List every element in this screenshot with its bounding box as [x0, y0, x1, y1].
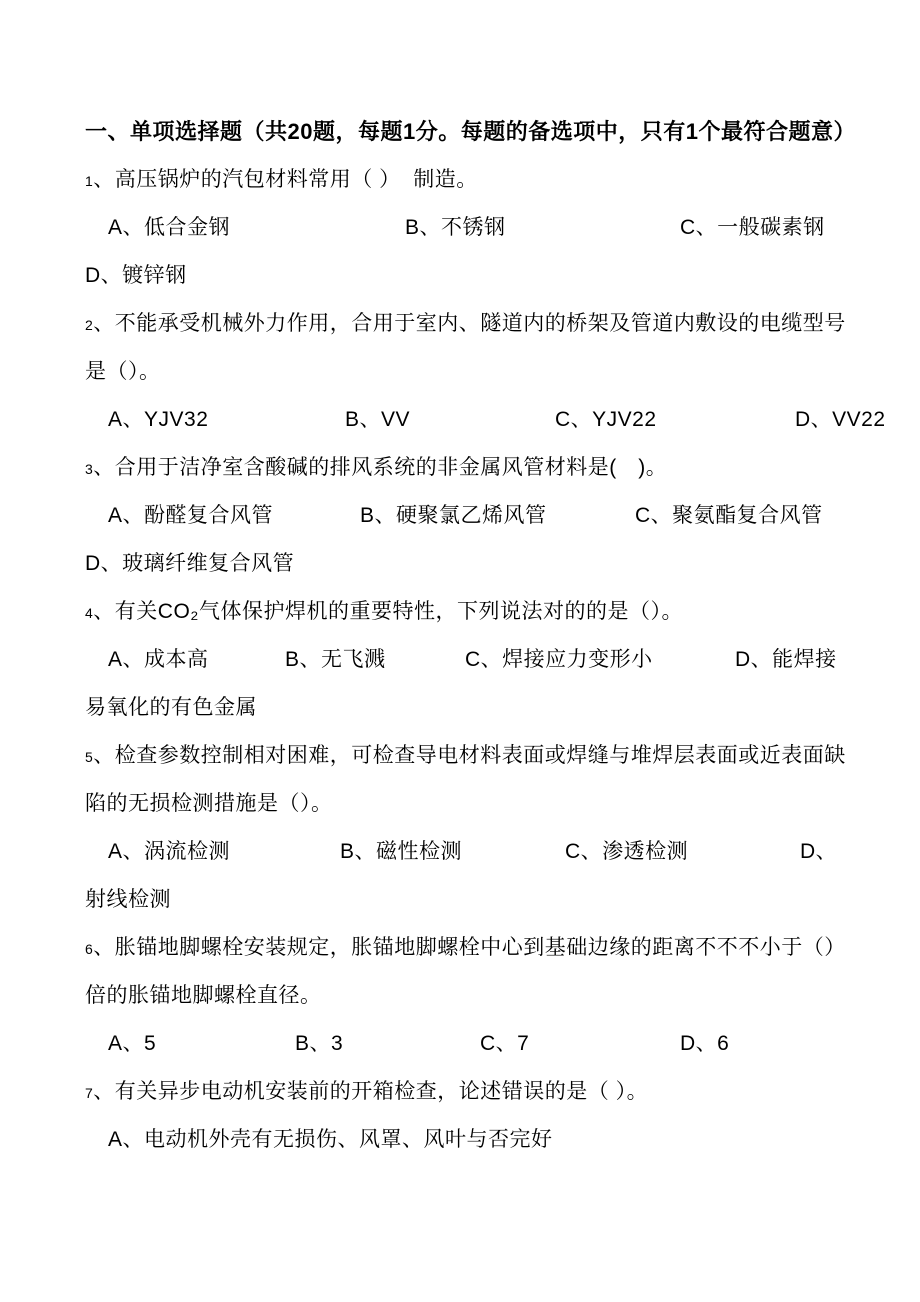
option-a: A、涡流检测	[108, 840, 231, 863]
option-b: B、3	[295, 1032, 344, 1055]
question-5-continuation: 陷的无损检测措施是（）。	[85, 792, 333, 815]
question-7-number: 7	[85, 1085, 94, 1101]
question-5-option-d-continuation: 射线检测	[85, 888, 171, 911]
option-a: A、成本高	[108, 648, 209, 671]
option-d: D、能焊接	[735, 648, 837, 671]
question-2-continuation: 是（）。	[85, 360, 161, 383]
option-c: C、聚氨酯复合风管	[635, 504, 823, 527]
question-1-text: 、高压锅炉的汽包材料常用（ ） 制造。	[93, 168, 478, 191]
option-a: A、YJV32	[108, 408, 209, 431]
question-4-line	[85, 588, 870, 636]
option-a: A、低合金钢	[108, 216, 231, 239]
question-4-number: 4	[85, 605, 94, 621]
question-4-options-row	[85, 636, 870, 684]
question-3-number: 3	[85, 461, 94, 477]
option-d: D、	[800, 840, 838, 863]
section-heading: 一、单项选择题（共20题，每题1分。每题的备选项中，只有1个最符合题意）	[85, 119, 856, 144]
question-2-text: 、不能承受机械外力作用，合用于室内、隧道内的桥架及管道内敷设的电缆型号	[93, 312, 846, 335]
option-c: C、7	[480, 1032, 530, 1055]
question-3-options-row	[85, 492, 870, 540]
question-2-number: 2	[85, 317, 94, 333]
question-6-options-row	[85, 1020, 870, 1068]
question-3-line	[85, 444, 870, 492]
question-4-option-d-continuation: 易氧化的有色金属	[85, 696, 257, 719]
option-c: C、焊接应力变形小	[465, 648, 653, 671]
option-b: B、不锈钢	[405, 216, 506, 239]
question-2-line	[85, 300, 870, 348]
option-c: C、一般碳素钢	[680, 216, 825, 239]
option-c: C、YJV22	[555, 408, 657, 431]
question-1-options-row	[85, 204, 870, 252]
option-a: A、酚醛复合风管	[108, 504, 274, 527]
question-6-line	[85, 924, 870, 972]
option-b: B、无飞溅	[285, 648, 386, 671]
option-b: B、VV	[345, 408, 411, 431]
question-1-option-d: D、镀锌钢	[85, 264, 187, 287]
question-4-text: 、有关CO₂气体保护焊机的重要特性，下列说法对的的是（）。	[93, 600, 683, 623]
question-7-option-a: A、电动机外壳有无损伤、风罩、风叶与否完好	[108, 1128, 553, 1151]
question-6-number: 6	[85, 941, 94, 957]
question-7-text: 、有关异步电动机安装前的开箱检查，论述错误的是（ ）。	[93, 1080, 649, 1103]
option-a: A、5	[108, 1032, 157, 1055]
question-5-text: 、检查参数控制相对困难，可检查导电材料表面或焊缝与堆焊层表面或近表面缺	[93, 744, 846, 767]
question-3-option-d: D、玻璃纤维复合风管	[85, 552, 295, 575]
question-2-options-row	[85, 396, 886, 444]
option-d: D、VV22	[795, 408, 886, 431]
question-5-options-row	[85, 828, 870, 876]
option-c: C、渗透检测	[565, 840, 689, 863]
option-b: B、磁性检测	[340, 840, 463, 863]
option-b: B、硬聚氯乙烯风管	[360, 504, 547, 527]
question-5-number: 5	[85, 749, 94, 765]
question-3-text: 、合用于洁净室含酸碱的排风系统的非金属风管材料是( )。	[93, 456, 668, 479]
question-1-number: 1	[85, 173, 94, 189]
question-1-line	[85, 156, 870, 204]
question-6-text: 、胀锚地脚螺栓安装规定，胀锚地脚螺栓中心到基础边缘的距离不不不小于（）	[93, 936, 846, 959]
question-7-line	[85, 1068, 870, 1116]
option-d: D、6	[680, 1032, 730, 1055]
question-6-continuation: 倍的胀锚地脚螺栓直径。	[85, 984, 322, 1007]
question-5-line	[85, 732, 870, 780]
